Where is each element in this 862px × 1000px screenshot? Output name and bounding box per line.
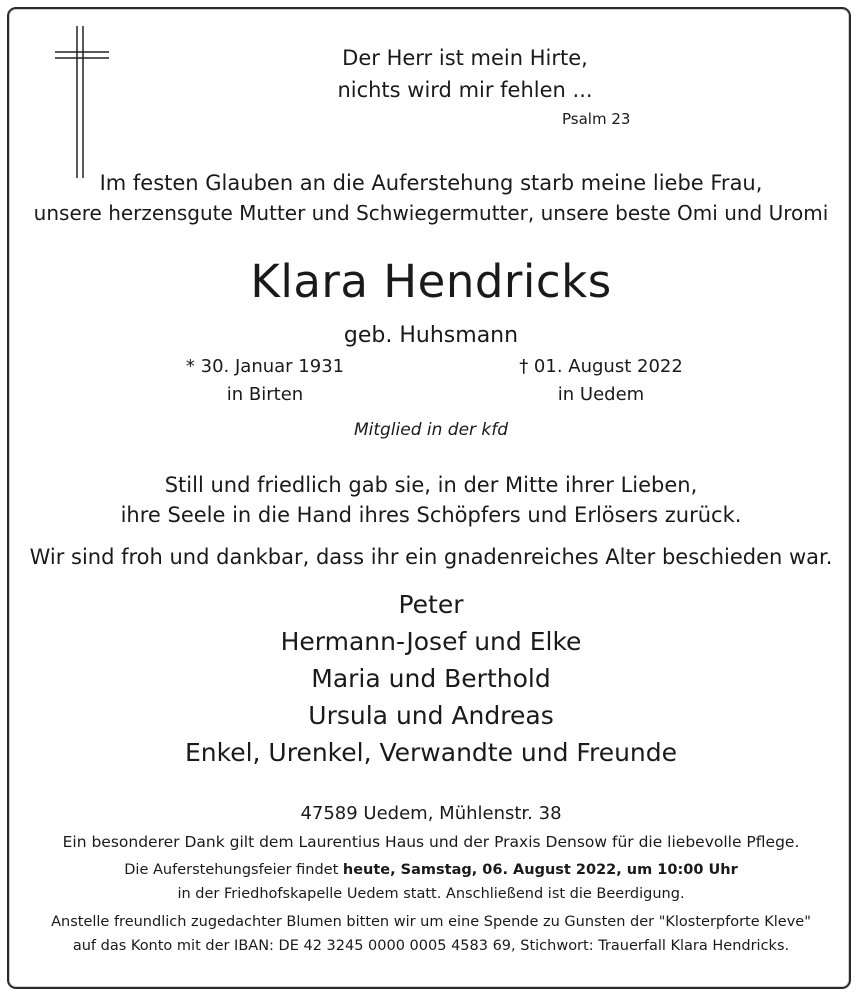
maiden-name: geb. Huhsmann: [343, 323, 519, 348]
ceremony-line-2: in der Friedhofskapelle Uedem statt. Anschließend ist die Beerdigung.: [177, 886, 685, 902]
intro-line-1: Im festen Glauben an die Auferstehung starb meine liebe Frau,: [99, 171, 763, 195]
birth-place: in Birten: [226, 384, 304, 405]
deceased-name: Klara Hendricks: [250, 255, 612, 308]
mourner-3: Maria und Berthold: [311, 664, 551, 693]
intro-line-2: unsere herzensgute Mutter und Schwiegermutter, unsere beste Omi und Uromi: [33, 201, 829, 225]
ceremony-datetime: heute, Samstag, 06. August 2022, um 10:00 Uhr: [342, 862, 738, 878]
address: 47589 Uedem, Mühlenstr. 38: [300, 803, 562, 824]
birth-date: * 30. Januar 1931: [185, 356, 345, 377]
text-line-2: ihre Seele in die Hand ihres Schöpfers und Erlösers zurück.: [120, 503, 742, 527]
death-date: † 01. August 2022: [519, 356, 683, 377]
membership: Mitglied in der kfd: [353, 420, 509, 440]
ceremony-prefix: Die Auferstehungsfeier findet: [124, 862, 343, 878]
donation-line-1: Anstelle freundlich zugedachter Blumen bitten wir um eine Spende zu Gunsten der "Klosterpforte Kleve": [51, 914, 811, 930]
donation-line-2: auf das Konto mit der IBAN: DE 42 3245 0000 0005 4583 69, Stichwort: Trauerfall Klara Hendricks.: [72, 938, 790, 954]
motto-source: Psalm 23: [562, 110, 631, 128]
mourner-2: Hermann-Josef und Elke: [280, 627, 582, 656]
mourner-1: Peter: [398, 590, 464, 619]
ceremony-line-1: [0, 862, 862, 878]
thanks: Ein besonderer Dank gilt dem Laurentius Haus und der Praxis Densow für die liebevolle Pflege.: [62, 833, 800, 851]
mourner-5: Enkel, Urenkel, Verwandte und Freunde: [184, 738, 678, 767]
death-place: in Uedem: [557, 384, 645, 405]
text-line-1: Still und friedlich gab sie, in der Mitte ihrer Lieben,: [164, 473, 698, 497]
motto-line-2: nichts wird mir fehlen ...: [337, 78, 593, 102]
motto-line-1: Der Herr ist mein Hirte,: [342, 46, 588, 70]
text-line-3: Wir sind froh und dankbar, dass ihr ein gnadenreiches Alter beschieden war.: [29, 545, 833, 569]
mourner-4: Ursula und Andreas: [308, 701, 554, 730]
